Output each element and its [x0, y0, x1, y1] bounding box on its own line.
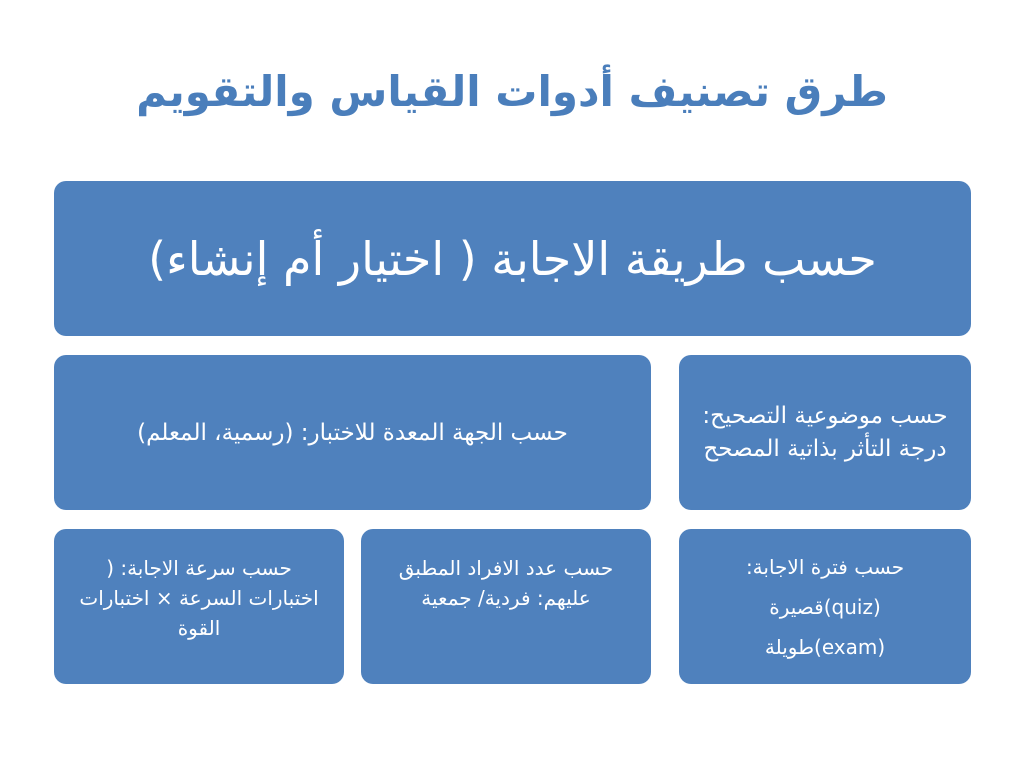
- box-answer-speed: [54, 529, 344, 684]
- box-answer-period-long: (exam)طويلة: [764, 634, 886, 659]
- box-response-method-text: حسب طريقة الاجابة ( اختيار أم إنشاء): [148, 231, 877, 286]
- box-preparing-body: [54, 355, 651, 510]
- box-answer-period-heading: حسب فترة الاجابة:: [745, 554, 905, 579]
- box-objectivity: [679, 355, 971, 510]
- box-preparing-body-text: حسب الجهة المعدة للاختبار: (رسمية، المعلم): [137, 419, 568, 446]
- box-answer-speed-text: حسب سرعة الاجابة: ( اختبارات السرعة × اختبارات القوة: [79, 556, 319, 640]
- box-individuals-count-text: حسب عدد الافراد المطبق عليهم: فردية/ جمعية: [398, 556, 614, 610]
- box-answer-period: [679, 529, 971, 684]
- box-response-method: [54, 181, 971, 336]
- slide-title: طرق تصنيف أدوات القياس والتقويم: [136, 67, 888, 116]
- box-objectivity-text: حسب موضوعية التصحيح: درجة التأثر بذاتية المصحح: [702, 402, 948, 462]
- box-answer-period-short: (quiz)قصيرة: [769, 594, 881, 619]
- box-individuals-count: [361, 529, 651, 684]
